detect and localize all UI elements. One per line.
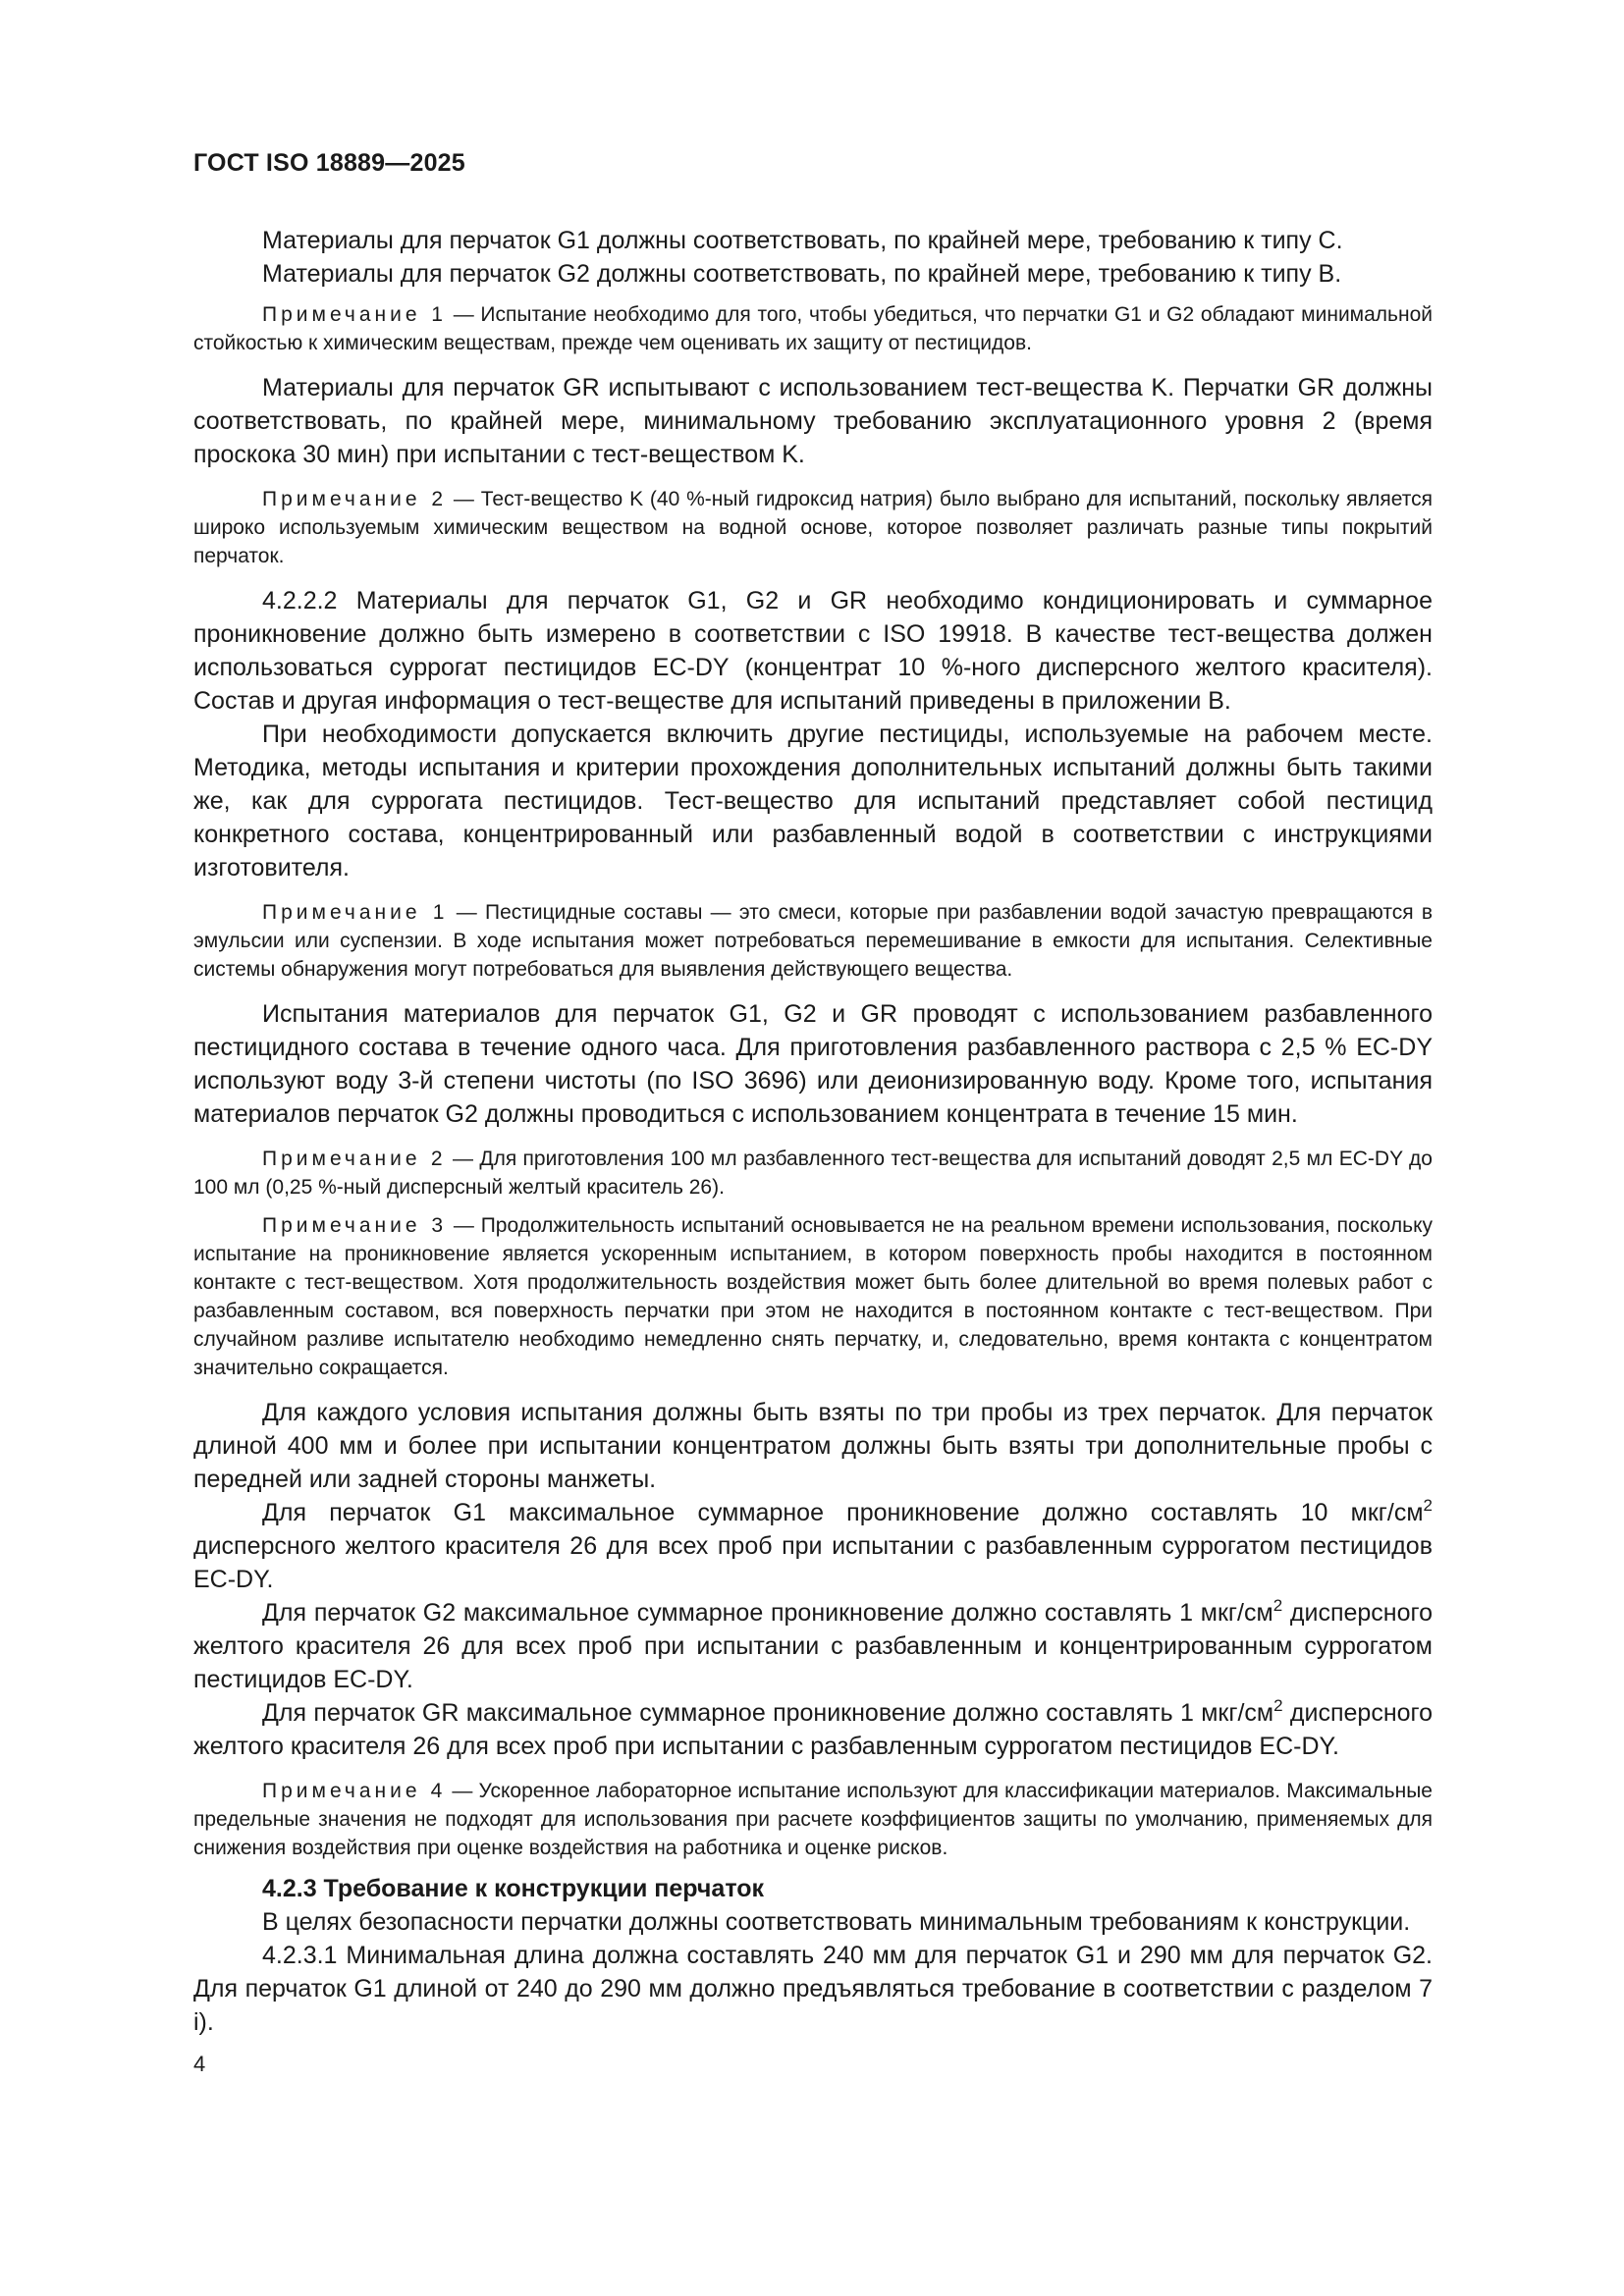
note-label: Примечание 3 xyxy=(262,1214,448,1237)
paragraph: Для перчаток G1 максимальное суммарное проникновение должно составлять 10 мкг/$см^2$ дисперсного желтого красителя 26 для всех проб при испытании с разбавленным суррогатом пестицидов EC-DY. xyxy=(193,1496,1433,1593)
note-text: — Ускоренное лабораторное испытание используют для классификации материалов. Максимальные предельные значения не подходят для использования при расчете коэффициентов защиты по умолчанию, применяемых для снижения воздействия при оценке воздействия на работника и оценке рисков. xyxy=(193,1780,1433,1859)
paragraph: Для перчаток G2 максимальное суммарное проникновение должно составлять 1 мкг/$см^2$ дисперсного желтого красителя 26 для всех проб при испытании с разбавленным и концентрированным суррогатом пестицидов EC-DY. xyxy=(193,1596,1433,1693)
note-label: Примечание 2 xyxy=(262,488,448,510)
paragraph: Для перчаток GR максимальное суммарное проникновение должно составлять 1 мкг/$см^2$ дисперсного желтого красителя 26 для всех проб при испытании с разбавленным суррогатом пестицидов EC-DY. xyxy=(193,1696,1434,1760)
note-text: — Испытание необходимо для того, чтобы убедиться, что перчатки G1 и G2 обладают минимальной стойкостью к химическим веществам, прежде чем оценивать их защиту от пестицидов. xyxy=(193,303,1433,354)
paragraph: Для каждого условия испытания должны быть взяты по три пробы из трех перчаток. Для перчаток длиной 400 мм и более при испытании концентратом должны быть взяты три дополнительные пробы с передней или задней стороны манжеты. xyxy=(193,1399,1433,1493)
paragraph: Материалы для перчаток GR испытывают с использованием тест-вещества K. Перчатки GR должны соответствовать, по крайней мере, минимальному требованию эксплуатационного уровня 2 (время проскока 30 мин) при испытании с тест-веществом K. xyxy=(193,374,1433,468)
note xyxy=(193,898,1433,984)
paragraph: При необходимости допускается включить другие пестициды, используемые на рабочем месте. Методика, методы испытания и критерии прохождения дополнительных испытаний должны быть такими же, как для суррогата пестицидов. Тест-вещество для испытаний представляет собой пестицид конкретного состава, концентрированный или разбавленный водой в соответствии с инструкциями изготовителя. xyxy=(193,721,1433,881)
paragraph: 4.2.3.1 Минимальная длина должна составлять 240 мм для перчаток G1 и 290 мм для перчаток G2. Для перчаток G1 длиной от 240 до 290 мм должно предъявляться требование в соответствии с разделом 7 i). xyxy=(193,1942,1433,2036)
paragraph: 4.2.2.2 Материалы для перчаток G1, G2 и GR необходимо кондиционировать и суммарное проникновение должно быть измерено в соответствии с ISO 19918. В качестве тест-вещества должен использоваться суррогат пестицидов EC-DY (концентрат 10 %-ного дисперсного желтого красителя). Состав и другая информация о тест-веществе для испытаний приведены в приложении B. xyxy=(193,587,1433,715)
note xyxy=(193,1211,1433,1382)
paragraph: Материалы для перчаток G1 должны соответствовать, по крайней мере, требованию к типу С. xyxy=(262,227,1343,254)
note-text: — Продолжительность испытаний основывается не на реальном времени использования, поскольку испытание на проникновение является ускоренным испытанием, в котором поверхность пробы находится в постоянном контакте с тест-веществом. Хотя продолжительность воздействия может быть более длительной во время полевых работ с разбавленным составом, вся поверхность перчатки при этом не находится в постоянном контакте с тест-веществом. При случайном разливе испытателю необходимо немедленно снять перчатку, и, следовательно, время контакта с концентратом значительно сокращается. xyxy=(193,1214,1433,1379)
note xyxy=(193,485,1433,570)
note-text: — Для приготовления 100 мл разбавленного тест-вещества для испытаний доводят 2,5 мл EC-DY до 100 мл (0,25 %-ный дисперсный желтый краситель 26). xyxy=(193,1148,1433,1199)
note xyxy=(193,300,1433,357)
note-label: Примечание 1 xyxy=(262,303,447,326)
note-label: Примечание 4 xyxy=(262,1780,447,1802)
note-label: Примечание 1 xyxy=(262,901,449,924)
paragraph: Испытания материалов для перчаток G1, G2 и GR проводят с использованием разбавленного пестицидного состава в течение одного часа. Для приготовления разбавленного раствора с 2,5 % EC-DY используют воду 3-й степени чистоты (по ISO 3696) или деионизированную воду. Кроме того, испытания материалов перчаток G2 должны проводиться с использованием концентрата в течение 15 мин. xyxy=(193,1000,1433,1128)
page-content xyxy=(193,224,1433,2039)
page-header: ГОСТ ISO 18889—2025 xyxy=(193,149,465,177)
note xyxy=(193,1145,1433,1201)
paragraph: Материалы для перчаток G2 должны соответствовать, по крайней мере, требованию к типу В. xyxy=(262,260,1342,288)
note-label: Примечание 2 xyxy=(262,1148,447,1170)
note-text: — Тест-вещество K (40 %-ный гидроксид натрия) было выбрано для испытаний, поскольку является широко используемым химическим веществом на водной основе, которое позволяет различать разные типы покрытий перчаток. xyxy=(193,488,1433,567)
page-number: 4 xyxy=(193,2052,206,2076)
note xyxy=(193,1777,1433,1862)
note-text: — Пестицидные составы — это смеси, которые при разбавлении водой зачастую превращаются в эмульсии или суспензии. В ходе испытания может потребоваться перемешивание в емкости для испытания. Селективные системы обнаружения могут потребоваться для выявления действующего вещества. xyxy=(193,901,1433,981)
section-heading: 4.2.3 Требование к конструкции перчаток xyxy=(262,1875,765,1902)
paragraph: В целях безопасности перчатки должны соответствовать минимальным требованиям к конструкции. xyxy=(262,1908,1411,1936)
